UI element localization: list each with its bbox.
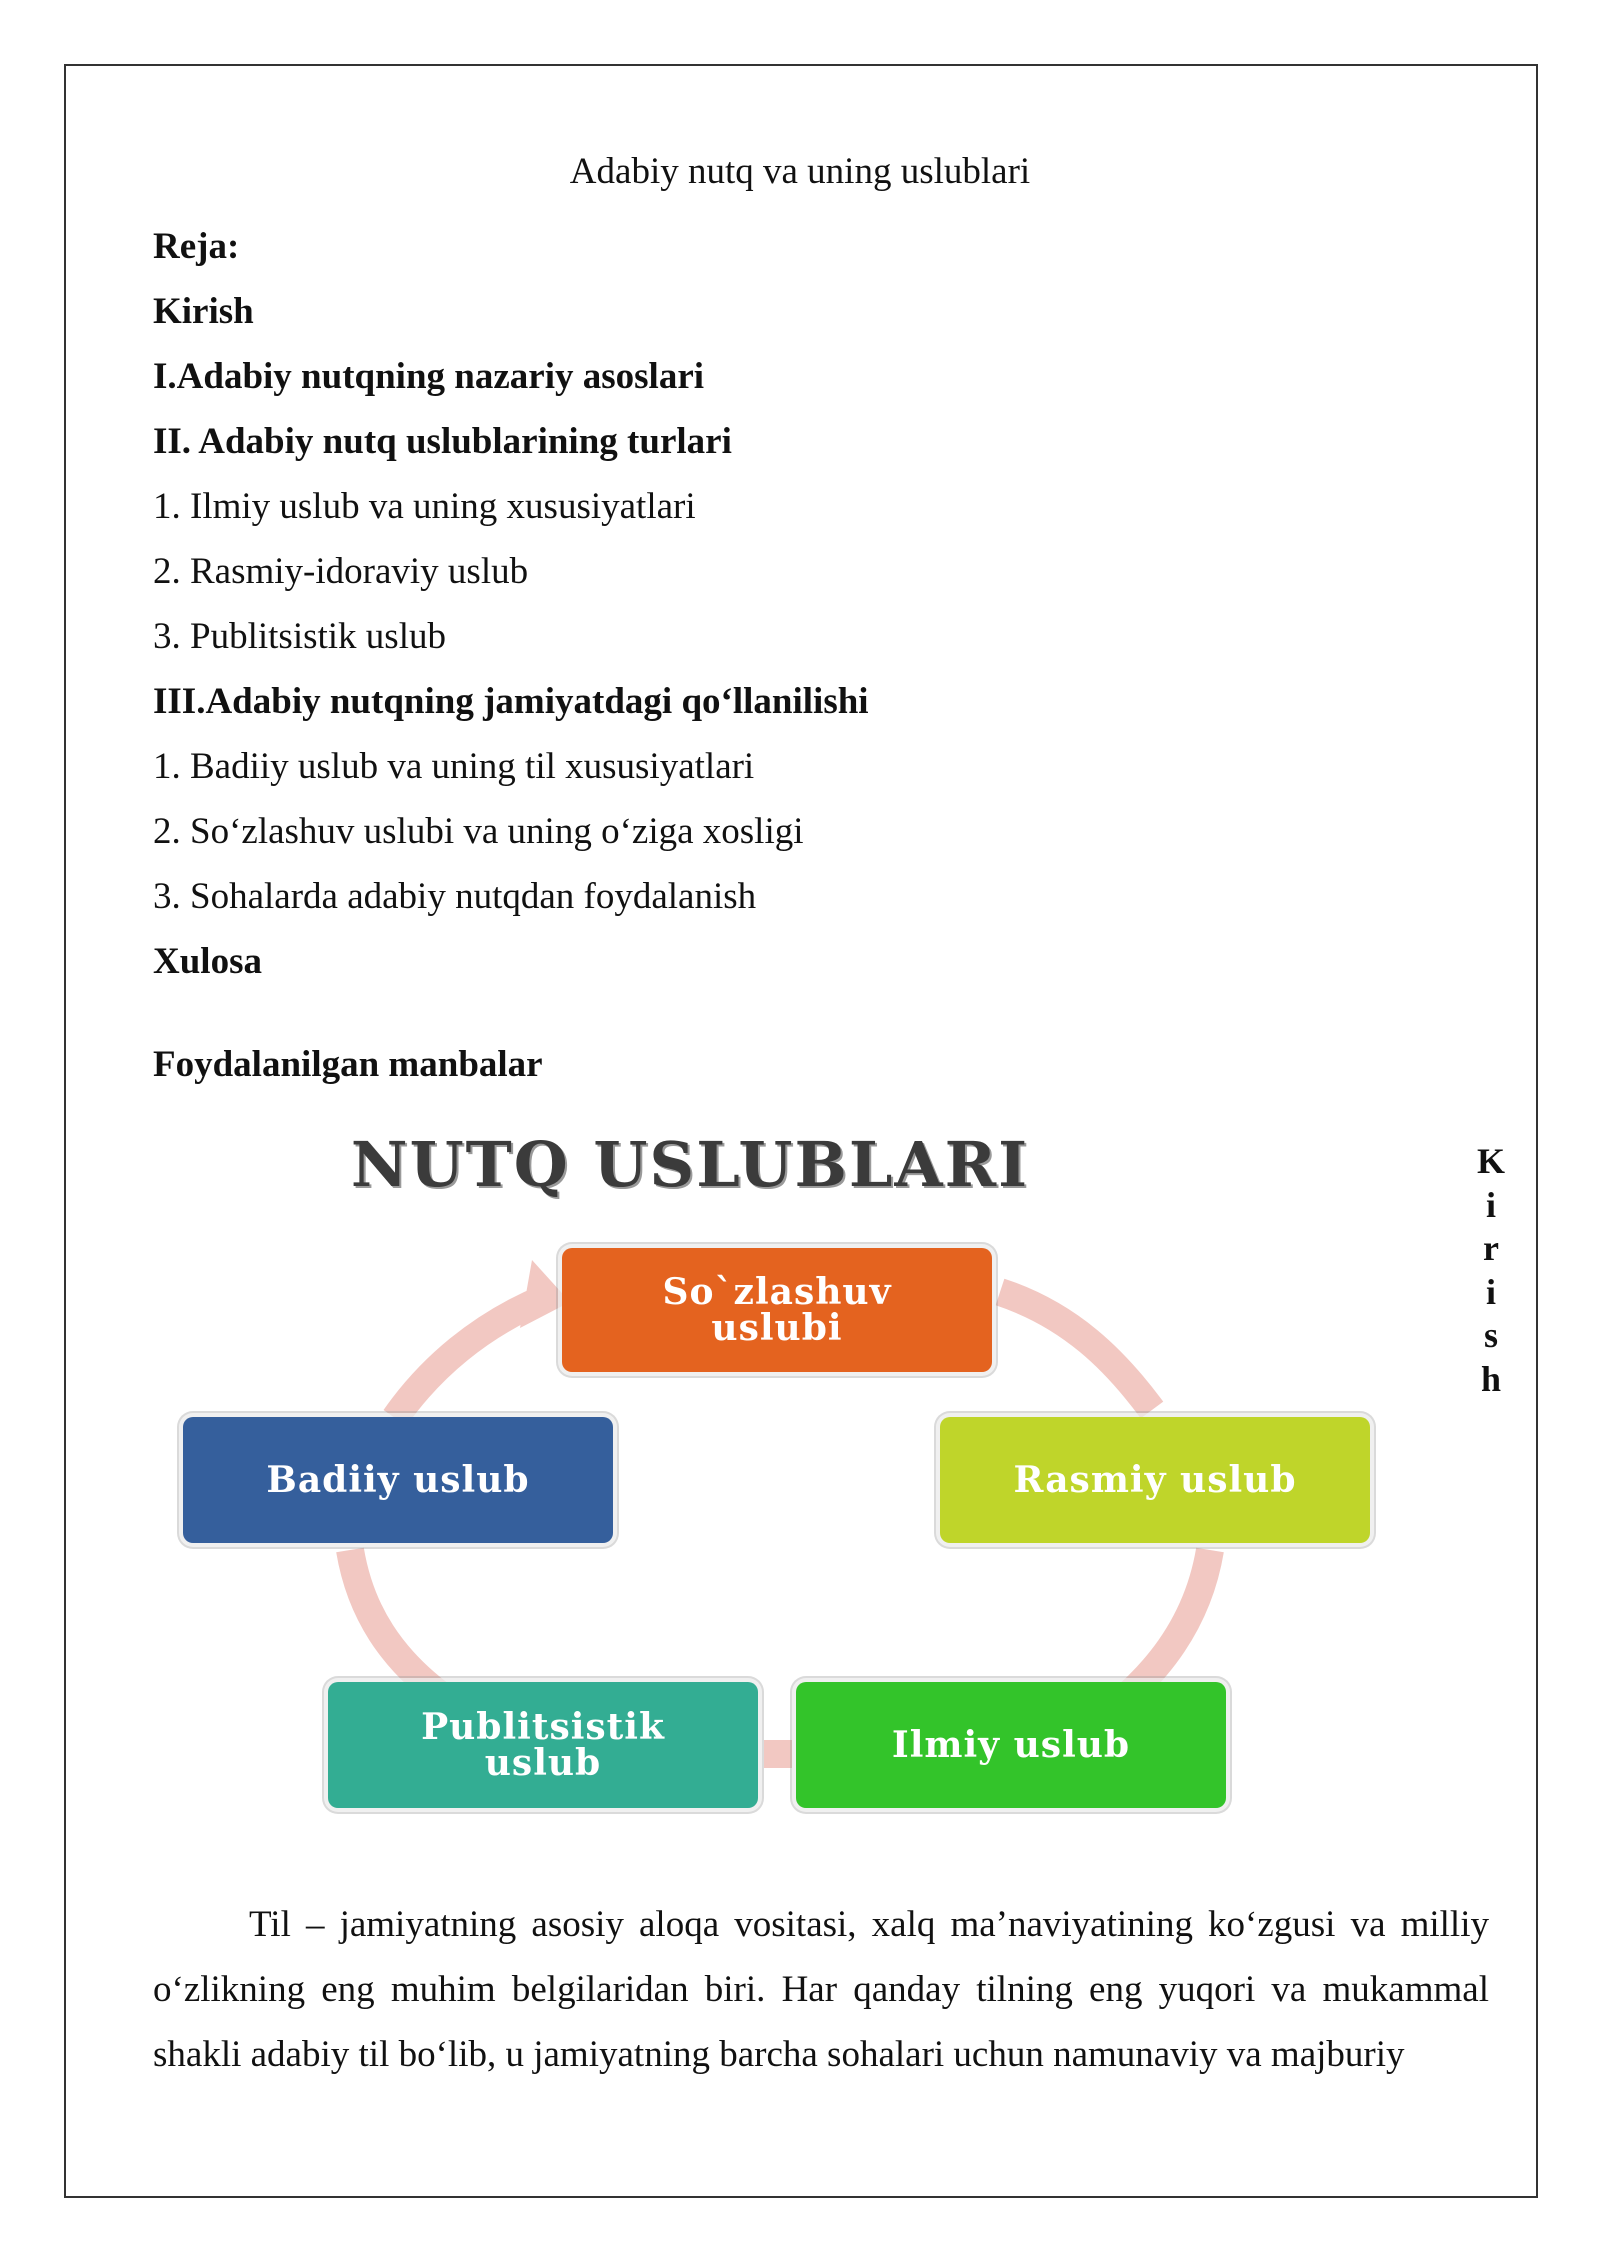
side-letter: r: [1483, 1228, 1499, 1269]
outline-subitem-2-3: 3. Publitsistik uslub: [153, 616, 446, 657]
outline-item-manbalar: Foydalanilgan manbalar: [153, 1044, 543, 1085]
side-letter: h: [1480, 1358, 1502, 1399]
box-badiiy-uslub: [183, 1417, 613, 1543]
side-letter: i: [1485, 1271, 1496, 1312]
side-letter: K: [1476, 1141, 1505, 1181]
plan-outline: [153, 214, 1453, 1097]
intro-paragraph: Til – jamiyatning asosiy aloqa vositasi, xalq ma’naviyatining ko‘zgusi va milliy o‘zlikning eng muhim belgilaridan biri. Har qanday tilning eng yuqori va mukammal shakli adabiy til bo‘lib, u jamiyatning barcha sohalari uchun namunaviy va majburiy: [153, 1904, 1489, 2075]
outline-item-xulosa: Xulosa: [153, 941, 262, 982]
box-label: Publitsistik: [421, 1706, 665, 1748]
outline-subitem-3-1: 1. Badiiy uslub va uning til xususiyatlari: [153, 746, 755, 787]
box-label: uslub: [484, 1742, 602, 1784]
outline-section-2: II. Adabiy nutq uslublarining turlari: [153, 421, 732, 462]
side-letter: i: [1485, 1184, 1496, 1225]
side-heading-kirish: [1473, 1140, 1509, 1402]
outline-section-1: I.Adabiy nutqning nazariy asoslari: [153, 356, 705, 397]
box-label: Ilmiy uslub: [891, 1724, 1131, 1766]
outline-subitem-3-3: 3. Sohalarda adabiy nutqdan foydalanish: [153, 876, 757, 917]
outline-section-3: III.Adabiy nutqning jamiyatdagi qo‘llanilishi: [153, 681, 869, 722]
cycle-arc-right: [1120, 1550, 1210, 1702]
outline-item-kirish: Kirish: [153, 291, 254, 332]
outline-subitem-2-2: 2. Rasmiy-idoraviy uslub: [153, 551, 529, 592]
box-publitsistik-uslub: [328, 1682, 758, 1808]
diagram-title: NUTQ USLUBLARI: [350, 1128, 1030, 1201]
box-label: Badiiy uslub: [266, 1459, 530, 1501]
outline-subitem-3-2: 2. So‘zlashuv uslubi va uning o‘ziga xosligi: [153, 811, 804, 852]
box-label: uslubi: [711, 1307, 843, 1349]
document-title: Adabiy nutq va uning uslublari: [569, 151, 1031, 192]
outline-heading-reja: Reja:: [153, 226, 240, 267]
box-sozlashuv-uslubi: [562, 1248, 992, 1372]
nutq-uslublari-diagram: [160, 1120, 1400, 1820]
cycle-arc-top-right: [1000, 1292, 1152, 1410]
box-ilmiy-uslub: [796, 1682, 1226, 1808]
box-label: Rasmiy uslub: [1013, 1459, 1297, 1501]
box-rasmiy-uslub: [940, 1417, 1370, 1543]
side-letter: s: [1483, 1315, 1498, 1356]
box-label: So`zlashuv: [662, 1271, 892, 1313]
cycle-arc-left: [350, 1550, 450, 1702]
outline-subitem-2-1: 1. Ilmiy uslub va uning xususiyatlari: [153, 486, 696, 527]
